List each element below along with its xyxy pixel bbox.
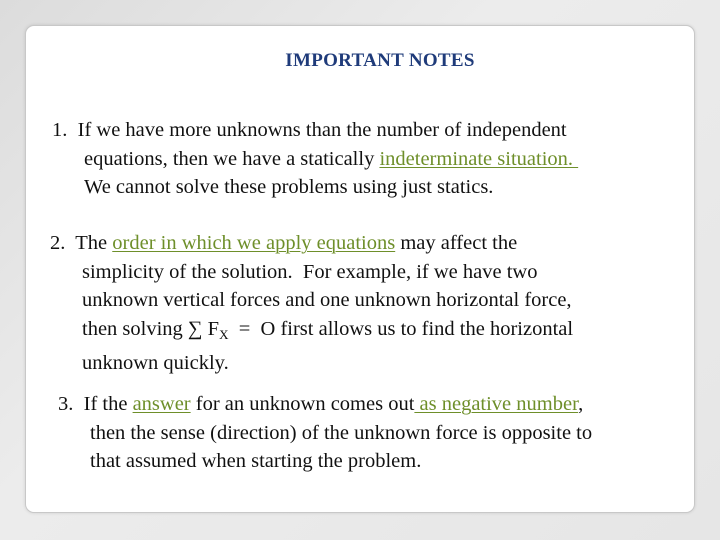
- note-3-number: 3.: [58, 393, 74, 415]
- note-1-line-2: [52, 145, 578, 174]
- note-1: [52, 116, 578, 202]
- note-1-highlight: indeterminate situation.: [379, 147, 579, 170]
- note-2-line-5: unknown quickly.: [82, 352, 229, 374]
- note-3-line-1: [58, 390, 592, 419]
- sum-fx-expression: then solving ∑ F: [82, 317, 220, 340]
- note-2: [50, 229, 573, 378]
- note-1-line-1: [52, 116, 578, 145]
- note-3-line-2: then the sense (direction) of the unknown force is opposite to: [90, 421, 593, 444]
- note-1-line-3: We cannot solve these problems using just statics.: [84, 176, 494, 198]
- note-3-highlight-negative: as negative number: [414, 393, 579, 415]
- note-2-line-2: simplicity of the solution. For example, if we have two: [82, 260, 538, 283]
- slide-title: IMPORTANT NOTES: [285, 50, 475, 71]
- note-3-text-post: ,: [578, 393, 584, 415]
- note-1-number: 1.: [52, 119, 68, 141]
- note-3-text-pre: If the: [83, 393, 133, 415]
- note-2-number: 2.: [50, 232, 66, 254]
- note-3-line-3: that assumed when starting the problem.: [90, 450, 422, 472]
- note-2-text-pre: The: [75, 232, 113, 254]
- note-2-line-3: unknown vertical forces and one unknown horizontal force,: [82, 289, 572, 311]
- note-3-highlight-answer: answer: [132, 393, 191, 415]
- note-2-highlight: order in which we apply equations: [112, 232, 396, 254]
- note-2-line-1: [50, 229, 573, 258]
- note-1-text-2: equations, then we have a statically: [84, 147, 380, 170]
- note-2-text-post: may affect the: [395, 232, 518, 254]
- slide-card: [25, 25, 695, 513]
- note-3: [58, 390, 592, 476]
- note-3-text-mid: for an unknown comes out: [190, 393, 415, 415]
- note-1-text: If we have more unknowns than the number of independent: [77, 119, 567, 141]
- subscript-x: X: [219, 326, 229, 342]
- note-2-line-4: [50, 315, 573, 350]
- note-2-text-4-post: = O first allows us to find the horizontal: [228, 317, 574, 340]
